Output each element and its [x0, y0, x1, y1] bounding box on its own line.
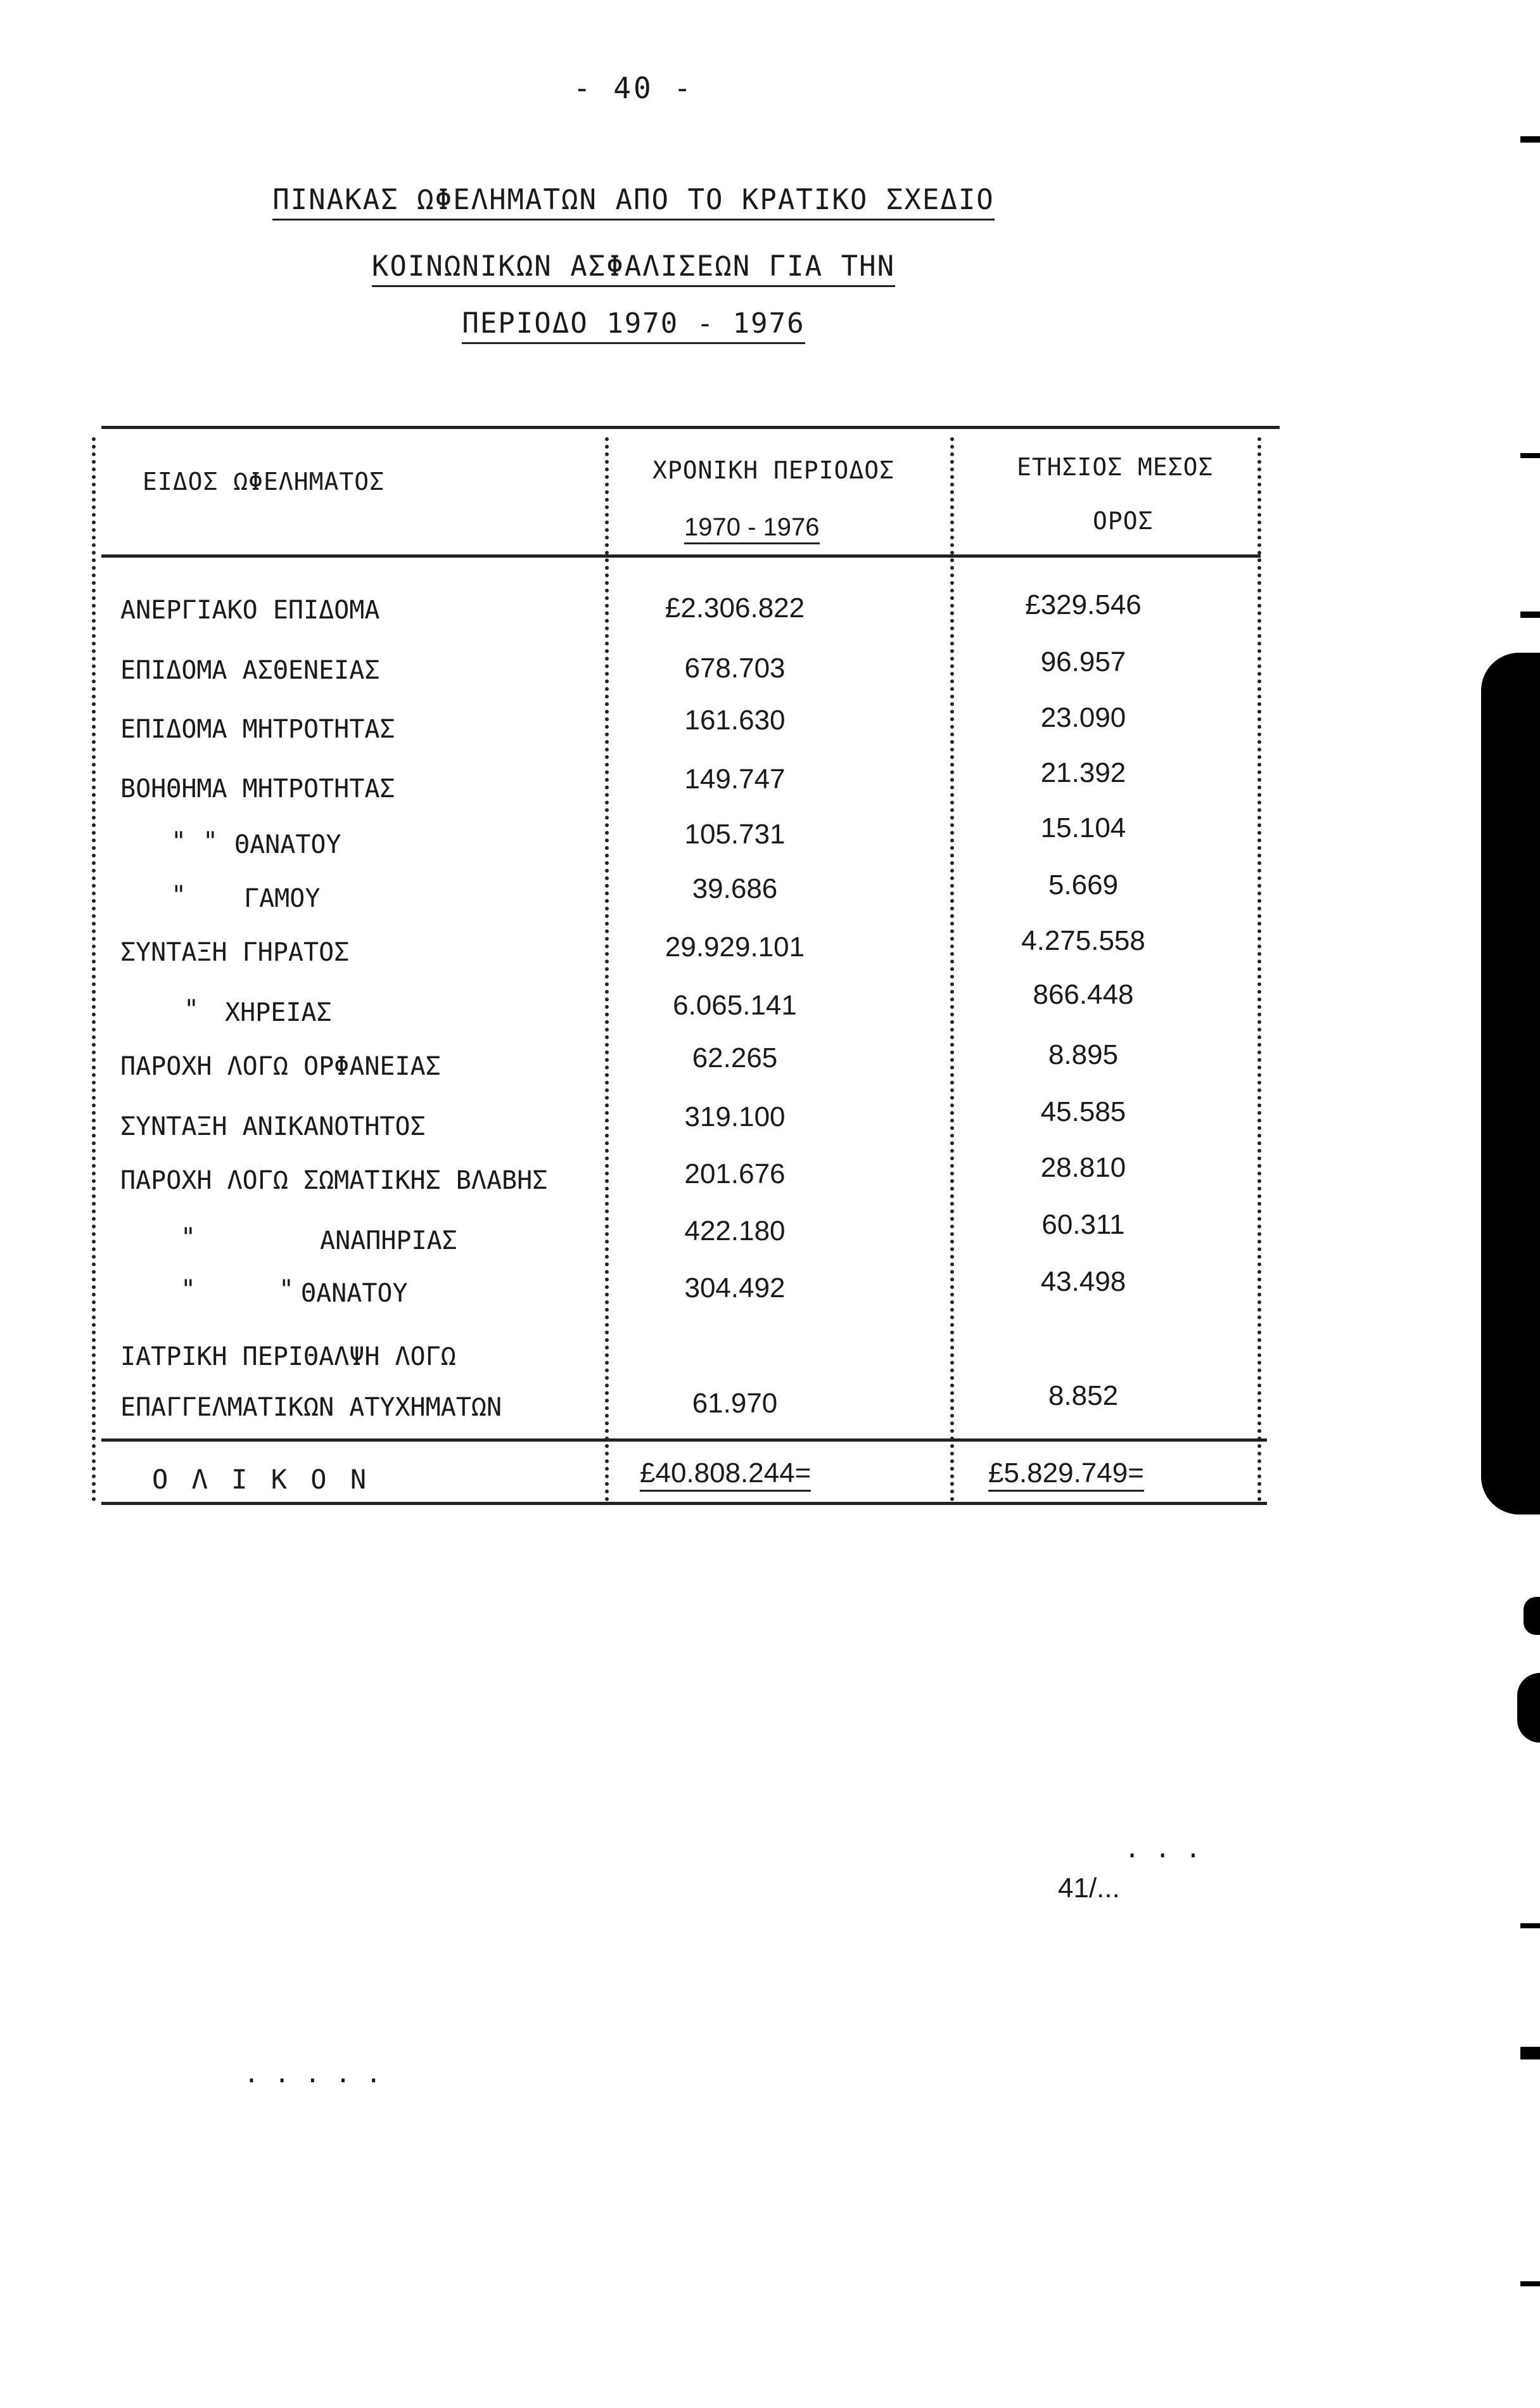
row-annual-value: 60.311 — [1041, 1209, 1125, 1240]
row-annual-value: 45.585 — [1040, 1096, 1126, 1127]
scan-edge-mark — [1520, 136, 1540, 143]
row-period-value: 304.492 — [684, 1272, 786, 1303]
title-line-3-text: ΠΕΡΙΟΔΟ 1970 - 1976 — [462, 307, 805, 344]
total-annual-value — [988, 1457, 1144, 1489]
next-page-marker: 41/... — [1058, 1873, 1120, 1904]
row-annual-value: 23.090 — [1040, 702, 1126, 733]
total-label: Ο Λ Ι Κ Ο Ν — [152, 1464, 371, 1495]
row-period-value: 201.676 — [684, 1158, 786, 1189]
row-period-value: 6.065.141 — [673, 990, 797, 1021]
header-benefit-type: ΕΙΔΟΣ ΩΦΕΛΗΜΑΤΟΣ — [143, 468, 385, 496]
row-period-value: 149.747 — [684, 764, 786, 795]
row-label: ΣΥΝΤΑΞΗ ΓΗΡΑΤΟΣ — [120, 938, 350, 967]
ditto-mark: " — [181, 1275, 196, 1304]
row-label: ΘΑΝΑΤΟΥ — [301, 1279, 408, 1308]
header-period-line2 — [684, 513, 820, 542]
row-label: ΕΠΑΓΓΕΛΜΑΤΙΚΩΝ ΑΤΥΧΗΜΑΤΩΝ — [120, 1393, 502, 1422]
table-total-rule — [101, 1438, 1267, 1442]
footer-dots-bottom: . . . . . — [244, 2059, 381, 2089]
row-annual-value: 15.104 — [1040, 812, 1126, 843]
row-period-value: £2.306.822 — [665, 592, 805, 624]
row-label: ΑΝΑΠΗΡΙΑΣ — [320, 1226, 457, 1255]
row-label: ΒΟΗΘΗΜΑ ΜΗΤΡΟΤΗΤΑΣ — [120, 774, 395, 804]
total-annual-text: £5.829.749= — [988, 1457, 1144, 1492]
header-period-years: 1970 - 1976 — [684, 513, 820, 544]
table-header-rule — [101, 554, 1261, 558]
row-annual-value: 8.895 — [1048, 1039, 1119, 1070]
header-annual-line1: ΕΤΗΣΙΟΣ ΜΕΣΟΣ — [1017, 453, 1214, 481]
scan-edge-mark — [1520, 2047, 1540, 2059]
scan-edge-mark — [1524, 1597, 1540, 1635]
row-label: ΠΑΡΟΧΗ ΛΟΓΩ ΟΡΦΑΝΕΙΑΣ — [120, 1052, 441, 1081]
row-label: ΕΠΙΔΟΜΑ ΑΣΘΕΝΕΙΑΣ — [120, 656, 380, 685]
row-period-value: 422.180 — [684, 1215, 786, 1246]
table-top-rule — [101, 426, 1280, 429]
scan-edge-mark — [1520, 453, 1540, 458]
row-annual-value: 28.810 — [1040, 1152, 1126, 1183]
row-period-value: 62.265 — [692, 1042, 778, 1073]
ditto-mark: " — [203, 827, 219, 856]
title-line-2-text: ΚΟΙΝΩΝΙΚΩΝ ΑΣΦΑΛΙΣΕΩΝ ΓΙΑ ΤΗΝ — [372, 250, 895, 287]
row-period-value: 678.703 — [684, 653, 786, 684]
total-period-value — [640, 1457, 811, 1489]
row-label: ΑΝΕΡΓΙΑΚΟ ΕΠΙΔΟΜΑ — [120, 596, 380, 625]
scan-edge-mark — [1520, 1923, 1540, 1928]
row-period-value: 105.731 — [684, 819, 786, 850]
title-line-2 — [0, 250, 1267, 283]
scan-edge-mark — [1520, 2281, 1540, 2286]
scan-edge-mark — [1520, 612, 1540, 618]
row-annual-value: 4.275.558 — [1021, 925, 1145, 956]
table-bottom-rule — [101, 1502, 1267, 1505]
row-label: ΣΥΝΤΑΞΗ ΑΝΙΚΑΝΟΤΗΤΟΣ — [120, 1112, 426, 1141]
scan-edge-mark — [1517, 1673, 1540, 1743]
row-label: ΧΗΡΕΙΑΣ — [225, 998, 332, 1027]
row-annual-value: 43.498 — [1040, 1266, 1126, 1297]
row-annual-value: 866.448 — [1033, 979, 1134, 1010]
ditto-mark: " — [184, 995, 200, 1024]
table-right-border — [1257, 437, 1261, 1502]
total-period-text: £40.808.244= — [640, 1457, 811, 1492]
title-line-1 — [0, 184, 1267, 216]
row-label: ΠΑΡΟΧΗ ΛΟΓΩ ΣΩΜΑΤΙΚΗΣ ΒΛΑΒΗΣ — [120, 1166, 548, 1195]
title-line-3 — [0, 307, 1267, 340]
row-period-value: 61.970 — [692, 1388, 778, 1419]
row-label: ΙΑΤΡΙΚΗ ΠΕΡΙΘΑΛΨΗ ΛΟΓΩ — [120, 1342, 456, 1371]
table-left-border — [92, 437, 96, 1502]
scan-shadow-bar — [1481, 653, 1540, 1515]
footer-dots-top: . . . — [1124, 1835, 1201, 1864]
row-period-value: 39.686 — [692, 873, 778, 904]
header-period-line1: ΧΡΟΝΙΚΗ ΠΕΡΙΟΔΟΣ — [652, 456, 895, 484]
row-label: ΓΑΜΟΥ — [244, 884, 321, 913]
table-col-divider-2 — [950, 437, 954, 1502]
title-line-1-text: ΠΙΝΑΚΑΣ ΩΦΕΛΗΜΑΤΩΝ ΑΠΟ ΤΟ ΚΡΑΤΙΚΟ ΣΧΕΔΙΟ — [272, 184, 995, 221]
row-period-value: 29.929.101 — [665, 932, 805, 963]
row-annual-value: 8.852 — [1048, 1380, 1119, 1411]
row-period-value: 319.100 — [684, 1101, 786, 1132]
row-annual-value: £329.546 — [1025, 589, 1142, 620]
header-annual-line2: ΟΡΟΣ — [1093, 507, 1154, 535]
row-annual-value: 5.669 — [1048, 869, 1119, 900]
page-number: - 40 - — [573, 71, 694, 105]
ditto-mark: " — [279, 1275, 295, 1304]
row-label: ΕΠΙΔΟΜΑ ΜΗΤΡΟΤΗΤΑΣ — [120, 715, 395, 744]
row-period-value: 161.630 — [684, 705, 786, 736]
row-annual-value: 21.392 — [1040, 757, 1126, 788]
table-col-divider-1 — [605, 437, 609, 1502]
ditto-mark: " — [181, 1223, 196, 1252]
row-label: ΘΑΝΑΤΟΥ — [234, 830, 341, 859]
row-annual-value: 96.957 — [1040, 646, 1126, 677]
ditto-mark: " — [171, 881, 187, 910]
ditto-mark: " — [171, 827, 187, 856]
